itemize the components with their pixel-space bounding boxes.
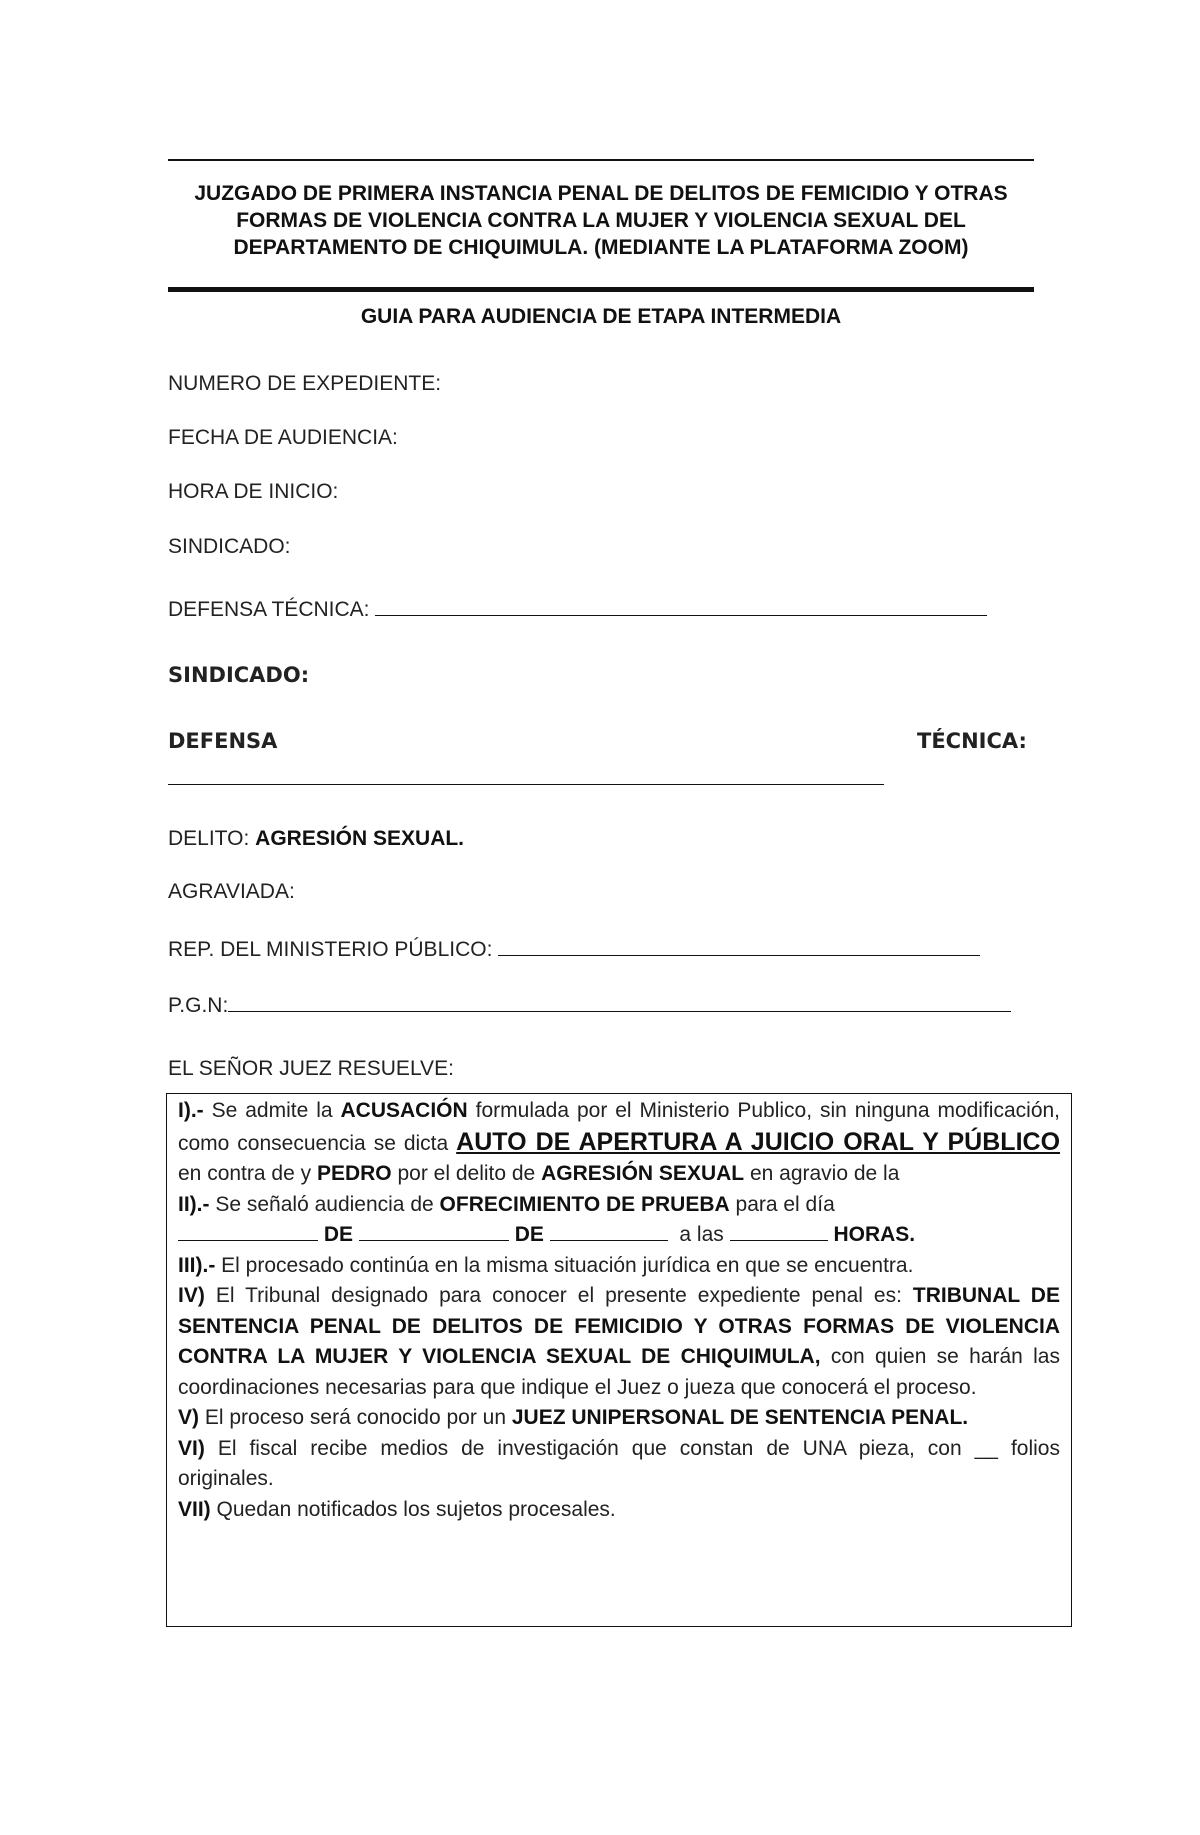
resolution-item-2-date: DE DE a las HORAS.	[178, 1220, 1060, 1251]
resolution-item-4: IV) El Tribunal designado para conocer el presente expediente penal es: TRIBUNAL DE SENTENCIA PENAL DE DELITOS DE FEMICIDIO Y OTRAS FORMAS DE VIOLENCIA CONTRA LA MUJER Y VIOLENCIA SEXUAL DE CHIQUIMULA, con quien se harán las coordinaciones necesarias para que indique el Juez o jueza que conocerá el proceso.	[178, 1284, 1060, 1399]
header-bottom-rule	[168, 287, 1034, 292]
month-blank[interactable]	[359, 1224, 509, 1241]
ministerio-blank[interactable]	[498, 937, 980, 956]
field-fecha: FECHA DE AUDIENCIA:	[168, 426, 398, 449]
guide-title: GUIA PARA AUDIENCIA DE ETAPA INTERMEDIA	[360, 305, 842, 328]
field-defensa: DEFENSA TÉCNICA:	[168, 597, 987, 622]
field-defensa-2: DEFENSA	[168, 729, 278, 753]
defensa-2-blank[interactable]	[168, 784, 884, 785]
hour-blank[interactable]	[730, 1224, 828, 1241]
resolution-item-6: VI) El fiscal recibe medios de investigación que constan de UNA pieza, con __ folios originales.	[178, 1436, 1060, 1490]
resolution-item-5: V) El proceso será conocido por un JUEZ UNIPERSONAL DE SENTENCIA PENAL.	[178, 1406, 969, 1429]
resolution-item-2: II).- Se señaló audiencia de OFRECIMIENTO DE PRUEBA para el día	[178, 1192, 835, 1216]
pgn-blank[interactable]	[228, 993, 1011, 1012]
resolution-box	[166, 1093, 1072, 1627]
field-sindicado-2: SINDICADO:	[168, 663, 310, 687]
field-ministerio: REP. DEL MINISTERIO PÚBLICO:	[168, 937, 980, 962]
year-blank[interactable]	[550, 1224, 668, 1241]
defensa-blank[interactable]	[375, 597, 987, 616]
day-blank[interactable]	[178, 1224, 318, 1241]
field-juez-resuelve: EL SEÑOR JUEZ RESUELVE:	[168, 1057, 454, 1080]
header-top-rule	[168, 159, 1034, 161]
court-title: JUZGADO DE PRIMERA INSTANCIA PENAL DE DELITOS DE FEMICIDIO Y OTRAS FORMAS DE VIOLENCIA CONTRA LA MUJER Y VIOLENCIA SEXUAL DEL DEPARTAMENTO DE CHIQUIMULA. (MEDIANTE LA PLATAFORMA ZOOM)	[194, 182, 1008, 259]
field-hora: HORA DE INICIO:	[168, 480, 339, 503]
field-defensa-2-suffix: TÉCNICA:	[917, 729, 1027, 753]
field-sindicado: SINDICADO:	[168, 535, 291, 558]
resolution-item-7: VII) Quedan notificados los sujetos procesales.	[178, 1497, 616, 1521]
field-agraviada: AGRAVIADA:	[168, 880, 295, 903]
field-pgn: P.G.N:	[168, 993, 1011, 1018]
field-delito: DELITO: AGRESIÓN SEXUAL.	[168, 827, 465, 850]
field-expediente: NUMERO DE EXPEDIENTE:	[168, 372, 442, 395]
resolution-item-1: I).- Se admite la ACUSACIÓN formulada por el Ministerio Publico, sin ninguna modificación, como consecuencia se dicta AUTO DE APERTURA A JUICIO ORAL Y PÚBLICO en contra de y PEDRO por el delito de AGRESIÓN SEXUAL en agravio de la	[178, 1099, 1061, 1185]
resolution-item-3: III).- El procesado continúa en la misma situación jurídica en que se encuentra.	[178, 1253, 914, 1277]
